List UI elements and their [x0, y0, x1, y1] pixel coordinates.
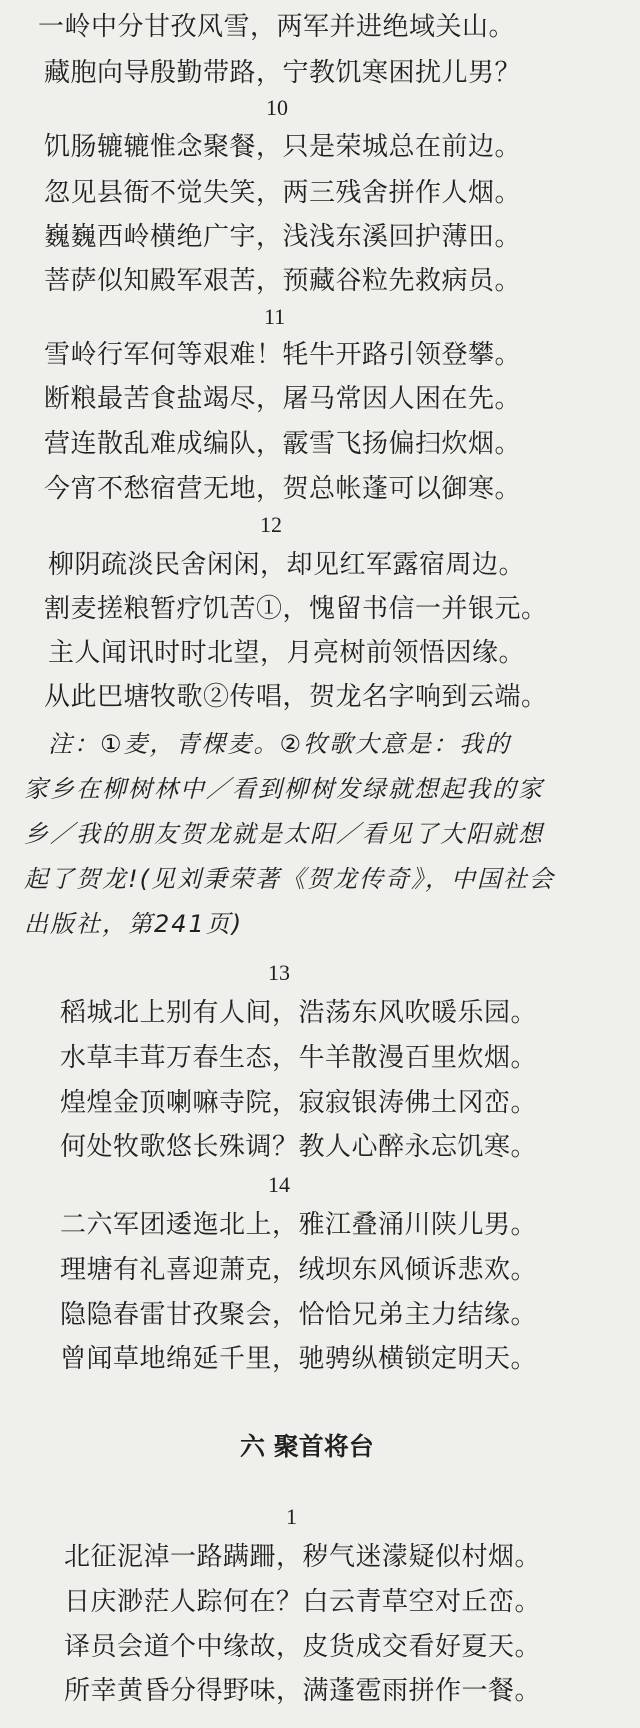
verse-line: 断粮最苦食盐竭尽，屠马常因人困在先。 [44, 384, 522, 414]
verse-line: 曾闻草地绵延千里，驰骋纵横锁定明天。 [60, 1344, 538, 1374]
verse-line: 菩萨似知殿军艰苦，预藏谷粒先救病员。 [44, 266, 522, 296]
verse-line: 巍巍西岭横绝广宇，浅浅东溪回护薄田。 [44, 222, 522, 252]
verse-line: 从此巴塘牧歌②传唱，贺龙名字响到云端。 [44, 682, 548, 712]
verse-line: 何处牧歌悠长殊调？教人心醉永忘饥寒。 [60, 1132, 538, 1162]
verse-line: 北征泥淖一路蹒跚，秽气迷濛疑似村烟。 [64, 1542, 542, 1572]
verse-line: 营连散乱难成编队，霰雪飞扬偏扫炊烟。 [44, 429, 522, 459]
verse-line: 稻城北上别有人间，浩荡东风吹暖乐园。 [60, 998, 538, 1028]
verse-line: 藏胞向导殷勤带路，宁教饥寒困扰儿男？ [44, 58, 522, 88]
verse-line: 一岭中分甘孜风雪，两军并进绝域关山。 [38, 12, 516, 42]
footnote-line: 注：①麦，青棵麦。②牧歌大意是：我的 [48, 730, 512, 758]
verse-line: 水草丰茸万春生态，牛羊散漫百里炊烟。 [60, 1043, 538, 1073]
verse-line: 日庆渺茫人踪何在？白云青草空对丘峦。 [64, 1587, 542, 1617]
section-heading: 六 聚首将台 [240, 1432, 374, 1461]
verse-line: 所幸黄昏分得野味，满蓬雹雨拼作一餐。 [64, 1676, 542, 1706]
footnote-line: 起了贺龙!(见刘秉荣著《贺龙传奇》，中国社会 [24, 865, 555, 893]
footnote-line: 乡／我的朋友贺龙就是太阳／看见了大阳就想 [24, 820, 544, 848]
verse-line: 译员会道个中缘故，皮货成交看好夏天。 [64, 1632, 542, 1662]
poem-number: 12 [260, 512, 282, 537]
poem-number: 14 [268, 1172, 290, 1197]
verse-line: 割麦搓粮暂疗饥苦①，愧留书信一并银元。 [44, 594, 548, 624]
poem-number: 1 [286, 1504, 297, 1529]
verse-line: 今宵不愁宿营无地，贺总帐蓬可以御寒。 [44, 474, 522, 504]
verse-line: 二六军团逶迤北上，雅江叠涌川陕儿男。 [60, 1210, 538, 1240]
verse-line: 雪岭行军何等艰难！牦牛开路引领登攀。 [44, 340, 522, 370]
poem-number: 13 [268, 960, 290, 985]
verse-line: 饥肠辘辘惟念聚餐，只是荣城总在前边。 [44, 132, 522, 162]
footnote-line: 家乡在柳树林中／看到柳树发绿就想起我的家 [24, 775, 544, 803]
verse-line: 隐隐春雷甘孜聚会，恰恰兄弟主力结缘。 [60, 1300, 538, 1330]
verse-line: 煌煌金顶喇嘛寺院，寂寂银涛佛土冈峦。 [60, 1088, 538, 1118]
verse-line: 柳阴疏淡民舍闲闲，却见红军露宿周边。 [48, 550, 526, 580]
verse-line: 忽见县衙不觉失笑，两三残舍拼作人烟。 [44, 178, 522, 208]
verse-line: 主人闻讯时时北望，月亮树前领悟因缘。 [48, 638, 526, 668]
poem-number: 11 [264, 304, 286, 329]
poem-number: 10 [266, 95, 288, 120]
verse-line: 理塘有礼喜迎萧克，绒坝东风倾诉悲欢。 [60, 1255, 538, 1285]
footnote-line: 出版社，第241页) [24, 910, 244, 938]
